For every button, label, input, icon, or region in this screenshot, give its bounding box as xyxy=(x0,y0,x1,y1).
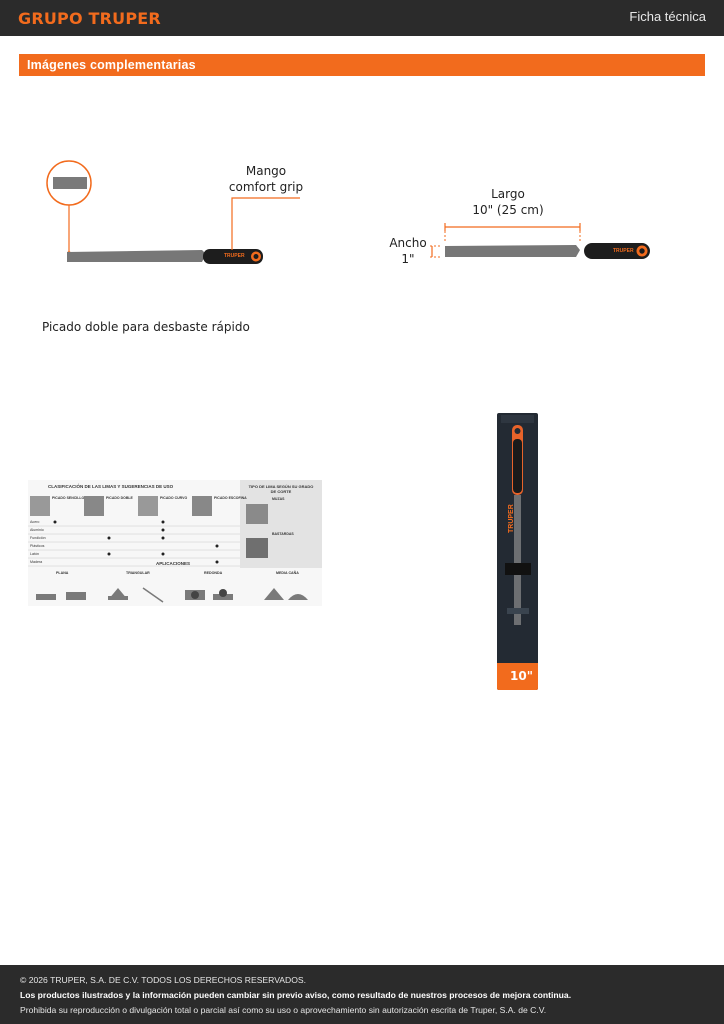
material-3: Fundición xyxy=(30,536,46,540)
length-label xyxy=(468,186,548,218)
top-bar xyxy=(0,0,724,36)
material-5: Latón xyxy=(30,552,39,556)
applications-title: APLICACIONES xyxy=(156,561,191,566)
cut-type-4: PICADO ESCOFINA xyxy=(214,496,247,500)
cut-swatch-4 xyxy=(192,496,212,516)
brand-logo: GRUPO TRUPER xyxy=(18,9,161,28)
grade-bastardas: BASTARDAS xyxy=(272,532,294,536)
material-grid xyxy=(28,518,240,568)
length-label-title: Largo xyxy=(491,187,525,201)
file-dimensions-illustration xyxy=(420,215,660,265)
cut-swatch-1 xyxy=(30,496,50,516)
grip-caption: Picado doble para desbaste rápido xyxy=(42,320,250,334)
grade-bastardas-swatch xyxy=(246,538,268,558)
classification-chart xyxy=(28,480,322,606)
grip-label-line1: Mango xyxy=(245,164,287,178)
cut-swatch-3 xyxy=(138,496,158,516)
file-dimensions-image xyxy=(420,215,660,265)
material-1: Acero xyxy=(30,520,40,524)
package-illustration xyxy=(497,413,538,690)
grip-handle-brand: TRUPER xyxy=(224,253,245,259)
grade-muzas: MUZAS xyxy=(272,497,285,501)
cut-type-2: PICADO DOBLE xyxy=(106,496,133,500)
classification-title: CLASIFICACIÓN DE LAS LIMAS Y SUGERENCIAS DE USO xyxy=(48,484,174,489)
package-size: 10" xyxy=(510,669,533,683)
footer xyxy=(0,965,724,1024)
footer-prohibition: Prohibida su reproducción o divulgación total o parcial así como su uso o aprovechamiento sin autorización escrita de Truper, S.A. de C.V. xyxy=(20,1005,547,1015)
footer-copyright: © 2026 TRUPER, S.A. DE C.V. TODOS LOS DERECHOS RESERVADOS. xyxy=(20,975,307,985)
application-1: PLANA xyxy=(56,571,69,575)
width-label xyxy=(388,235,428,267)
width-label-value: 1" xyxy=(401,252,415,266)
application-2: TRIANGULAR xyxy=(126,571,150,575)
material-6: Madera xyxy=(30,560,43,564)
section-title: Imágenes complementarias xyxy=(27,58,196,72)
application-3: REDONDA xyxy=(204,571,223,575)
package-brand: TRUPER xyxy=(508,504,515,533)
cut-swatch-2 xyxy=(84,496,104,516)
grip-label-line2: comfort grip xyxy=(228,180,304,194)
footer-notice: Los productos ilustrados y la información pueden cambiar sin previo aviso, como resultado de nuestros procesos de mejora continua. xyxy=(20,990,572,1000)
grade-panel xyxy=(240,480,322,568)
cut-type-3: PICADO CURVO xyxy=(160,496,188,500)
material-4: Plásticos xyxy=(30,544,45,548)
section-header xyxy=(19,54,705,76)
application-4: MEDIA CAÑA xyxy=(276,571,299,575)
grade-panel-title: TIPO DE LIMA SEGÚN SU GRADO DE CORTE xyxy=(248,484,314,494)
length-label-value: 10" (25 cm) xyxy=(472,203,544,217)
application-icons xyxy=(28,584,322,604)
cut-type-1: PICADO SENCILLO xyxy=(52,496,85,500)
document-type: Ficha técnica xyxy=(629,9,706,24)
width-label-title: Ancho xyxy=(389,236,427,250)
product-package xyxy=(497,413,538,690)
dimensions-handle-brand: TRUPER xyxy=(613,248,634,254)
material-2: Aluminio xyxy=(30,528,44,532)
grade-muzas-swatch xyxy=(246,504,268,524)
grip-label xyxy=(228,163,304,195)
